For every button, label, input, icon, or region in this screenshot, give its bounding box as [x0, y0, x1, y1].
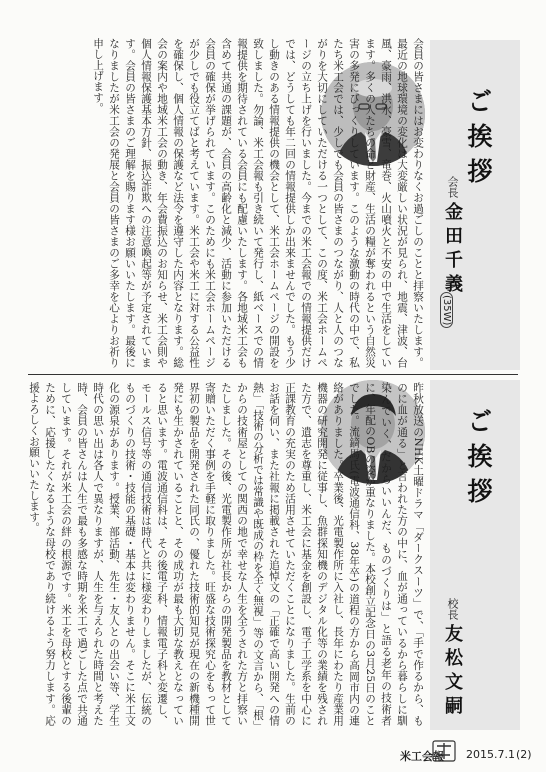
footer-date: 2015.7.1 [466, 748, 515, 761]
article2-name: 友松文嗣 [442, 624, 463, 720]
article1-role: 会長 [446, 176, 459, 198]
footer-title: 米工会報 [400, 750, 444, 763]
article1-heading: ご挨拶 [464, 88, 493, 193]
article2-body: 昨秋放送のNHK土曜ドラマ「ダークスーツ」で、「手で作るから、ものに血が通る」と言われた方の中に、血が通っているから暮らしに馴染んでいく、だからいいんだ、ものづくりは」と語る老年の技術者に、年配のOBの姿が重なりました。本校創立記念日の3月25日のことでした。流鏑馬氏(電波通信科、38年卒)の道程の方から高岡市内の連絡がありました。卒業後、光電製作所に入社し、長年にわたり産業用機器の研究開発に従事し、魚群探知機のデジタル化等の業績を残された方で、遺志を尊重し、米工会に基金を創設し、電子工学系を中心に正課教育の充実のため活用させていただくことになりました。生前のお話を伺い、また社報に掲載された追悼文の「正確で高い開発への情熱」「技術の分析では常識や既成の枠を全く無視」等の文言から、「根」からの技術屋としての関西の地で幸せな人生を全うされた方と拝察いたしました。その後、光電製作所が社長からの開発製品を教材として寄贈いただく事例を手軽に取りました。旺盛な技術探究心をもって世界初の製品を開発された同氏の、優れた技術的知見が現在の新機種開発にも生かされていることと、その成功が最も大切な教えとなっていると思います。電波通信科は、その後電子科、情報電子科と変遷し、モールス信号等の通信技術は時代と共に様変わりしましたが、伝統のものづくりの技術・技能の基礎・基本は変わりません。そこに米工文化の源泉があります。授業、部活動、先生・友人との出会い等、学生時代の思い出は各人で異なりますが、人生を与えられた時間と考えた時、会員の皆さんは人生で最も多感な時期を米工で過ごした点で共通しています。それが米工会の絆の根源です。米工を母校とする後輩のために、応援したくなるような母校であり続けるよう努力します。応援よろしくお願いいたします。 [28, 382, 424, 726]
article1-body: 会員の皆さまにはお変わりなくお過ごしのことと拝察いたします。最近の地球環境の変化は大変厳しい状況が見られ、地震、津波、台風、豪雨、洪水、豪雪、竜巻、火山噴火と不安の中で生活をしています。多くの人たちの命と財産、生活の糧が奪われるという自然災害の多発にびっくりしています。このような激動の時代の中で、私たち米工会では、少しでも会員の皆さまのつながり、人と人のつながりを大切にしていただける一つとして、この度、米工会ホームページの立ち上げを行いました。今までの米工会報での情報提供だけでは、どうしても年二回の情報提供しか出来ませんでした。もう少し動きのある情報提供の機会として、米工会ホームページの開設を致しました。勿論、米工会報も引き続いて発行し、紙ベースでの情報提供を期待されている会員にも配慮いたします。各地域米工会も含めて共通の課題が、会員の高齢化と減少、活動に参加いただける会員の確保が挙げられています。このためにも米工会ホームページが少しでも役立てばと考えています。米工会や米工に対する公益性を確保し、個人情報の保護など法令を遵守した内容となります。総会の案内や地域米工会の動き、年会費振込のお知らせ、米工会則や個人情報保護基本方針、振込詐欺への注意喚起等が予定されています。会員の皆さまのご理解を賜ります様お願いいたします。最後になりましたが米工会の発展と会員の皆さまのご多幸を心よりお祈り申し上げます。 [92, 38, 424, 368]
footer-page-number: (2) [516, 748, 532, 761]
article2-role: 校長 [446, 598, 459, 620]
article1-name: 金田千義 [442, 202, 463, 298]
article2-heading: ご挨拶 [464, 408, 493, 513]
article1-name-note: (35W) [440, 292, 453, 328]
section-divider [28, 374, 518, 375]
